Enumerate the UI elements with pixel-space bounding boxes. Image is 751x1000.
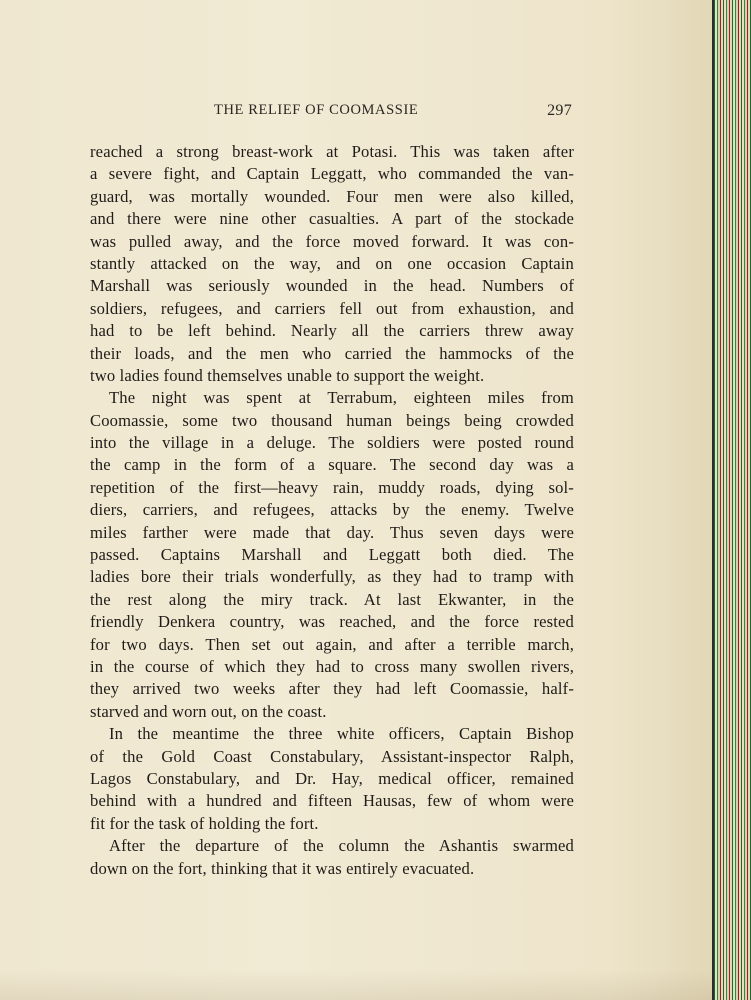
body-text [90, 141, 574, 880]
text-line: soldiers, refugees, and carriers fell out from exhaustion, and [90, 298, 574, 318]
text-line: After the departure of the column the Ashantis swarmed [109, 836, 574, 856]
text-line: down on the fort, thinking that it was entirely evacuated. [90, 858, 475, 878]
text-line: they arrived two weeks after they had left Coomassie, half- [90, 679, 574, 699]
text-line: into the village in a deluge. The soldiers were posted round [90, 433, 574, 453]
text-line: miles farther were made that day. Thus seven days were [90, 522, 574, 542]
text-line: fit for the task of holding the fort. [90, 813, 319, 833]
text-line: in the course of which they had to cross many swollen rivers, [90, 656, 574, 676]
text-line: the rest along the miry track. At last Ekwanter, in the [90, 589, 574, 609]
text-line: and there were nine other casualties. A part of the stockade [90, 209, 574, 229]
text-line: Coomassie, some two thousand human beings being crowded [90, 410, 574, 430]
book-page-edges [712, 0, 751, 1000]
text-line: guard, was mortally wounded. Four men were also killed, [90, 186, 574, 206]
text-line: ladies bore their trials wonderfully, as they had to tramp with [90, 567, 574, 587]
text-line: friendly Denkera country, was reached, and the force rested [90, 612, 574, 632]
text-line: of the Gold Coast Constabulary, Assistant-inspector Ralph, [90, 746, 574, 766]
text-line: stantly attacked on the way, and on one occasion Captain [90, 253, 574, 273]
text-line: reached a strong breast-work at Potasi. This was taken after [90, 142, 574, 161]
text-line: was pulled away, and the force moved forward. It was con- [90, 231, 574, 251]
text-line: repetition of the first—heavy rain, muddy roads, dying sol- [90, 477, 574, 497]
text-line: behind with a hundred and fifteen Hausas, few of whom were [90, 791, 574, 811]
text-line: starved and worn out, on the coast. [90, 701, 327, 721]
text-line: Marshall was seriously wounded in the head. Numbers of [90, 276, 574, 296]
running-title: THE RELIEF OF COOMASSIE [214, 102, 419, 118]
text-line: diers, carriers, and refugees, attacks by the enemy. Twelve [90, 500, 574, 520]
text-line: had to be left behind. Nearly all the carriers threw away [90, 321, 574, 341]
page-header [90, 102, 572, 122]
text-line: the camp in the form of a square. The second day was a [90, 455, 574, 475]
text-line: The night was spent at Terrabum, eighteen miles from [109, 388, 574, 408]
text-line: a severe fight, and Captain Leggatt, who commanded the van- [90, 164, 574, 184]
text-line: In the meantime the three white officers, Captain Bishop [109, 724, 574, 744]
text-line: Lagos Constabulary, and Dr. Hay, medical officer, remained [90, 768, 574, 788]
text-line: passed. Captains Marshall and Leggatt both died. The [90, 545, 574, 565]
page-bottom-shadow [0, 970, 716, 1000]
text-line: for two days. Then set out again, and after a terrible march, [90, 634, 574, 654]
page-number: 297 [547, 102, 572, 119]
text-line: two ladies found themselves unable to support the weight. [90, 365, 485, 385]
text-line: their loads, and the men who carried the hammocks of the [90, 343, 574, 363]
